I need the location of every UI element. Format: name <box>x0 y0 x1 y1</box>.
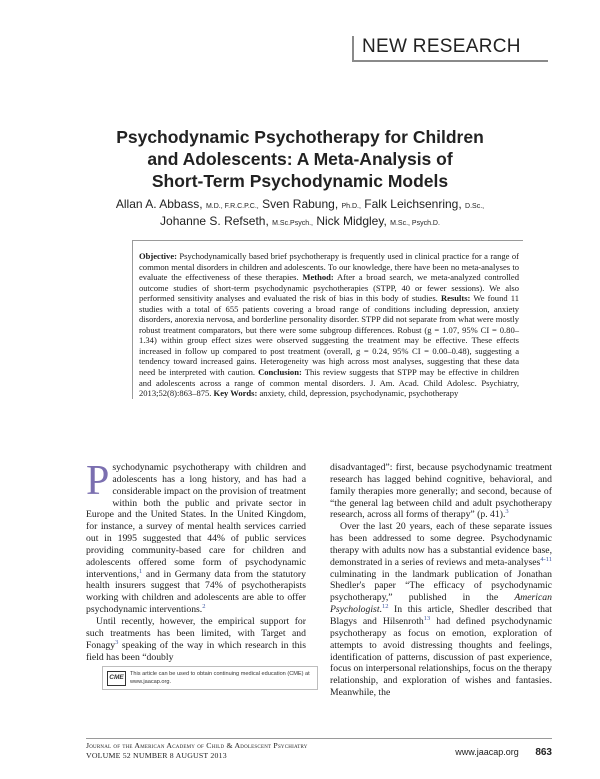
paragraph-text: had defined psychodynamic psychotherapy as focus on emotion, exploration of attempts to avoid distressing thoughts and feelings, identification of patterns, discussion of past experience, focus on interpersonal relationships, focus on the therapy relationship, and exploration of wishes and fantasies. Meanwhile, the <box>330 615 553 699</box>
reference-link[interactable]: 3 <box>115 638 119 646</box>
abstract-objective: Psychodynamically based brief psychotherapy is frequently used in clinical practice for a range of common mental disorders in children and adolescents. To our knowledge, there have been no meta-analyses to evaluate the effectiveness of these therapies. <box>139 251 519 283</box>
body-paragraph <box>330 521 552 699</box>
reference-link[interactable]: 4-11 <box>540 555 552 563</box>
author-credentials: Ph.D., <box>341 203 361 210</box>
abstract-keywords: anxiety, child, depression, psychodynamic, psychotherapy <box>257 388 459 399</box>
author-name: Sven Rabung, <box>262 197 339 211</box>
footer-journal-name: Journal of the American Academy of Child & Adolescent Psychiatry <box>86 741 308 750</box>
abstract-keywords-label: Key Words: <box>213 388 258 399</box>
abstract-method: After a broad search, we meta-analyzed controlled outcome studies of short-term psychodynamic psychotherapies (STPP, 40 or fewer sessions). We also performed sensitivity analyses and evaluated the risk of bias in this body of studies. <box>139 272 519 304</box>
abstract-conclusion-label: Conclusion: <box>258 367 302 378</box>
body-paragraph <box>86 616 306 663</box>
section-header: NEW RESEARCH <box>352 36 548 62</box>
drop-cap: P <box>86 458 110 504</box>
paragraph-text: Until recently, however, the empirical support for such treatments has been limited, with Target and Fonagy <box>86 615 306 651</box>
footer-issue: VOLUME 52 NUMBER 8 AUGUST 2013 <box>86 751 227 760</box>
body-column-left <box>86 458 306 663</box>
paragraph-text: speaking of the way in which research in this field has been “doubly <box>86 639 306 663</box>
journal-name: American Psychologist <box>330 592 552 616</box>
reference-link[interactable]: 1 <box>139 567 143 575</box>
footer-url[interactable]: www.jaacap.org <box>455 747 519 757</box>
body-paragraph <box>86 458 306 616</box>
footer-page-info <box>455 747 552 758</box>
reference-link[interactable]: 12 <box>381 602 389 610</box>
page-number: 863 <box>535 747 552 758</box>
author-line-2 <box>60 214 540 231</box>
abstract-conclusion: This review suggests that STPP may be effective in children and adolescents across a range of common mental disorders. J. Am. Acad. Child Adolesc. Psychiatry, 2013;52(8):863–875. <box>139 367 520 399</box>
title-line-3: Short-Term Psychodynamic Models <box>151 171 449 191</box>
reference-link[interactable]: 13 <box>423 614 431 622</box>
paragraph-text: culminating in the landmark publication of Jonathan Shedler's paper “The efficacy of psychodynamic psychotherapy,” published in the <box>330 568 552 604</box>
paragraph-text: In this article, Shedler described that Blagys and Hilsenroth <box>330 604 552 627</box>
abstract-method-label: Method: <box>302 272 334 283</box>
title-line-2: and Adolescents: A Meta-Analysis of <box>147 149 453 169</box>
author-credentials: D.Sc., <box>465 203 485 210</box>
author-line-1 <box>60 197 540 214</box>
cme-notice <box>102 666 318 690</box>
paragraph-text: and in Germany data from the statutory health insurers suggest that 74% of psychotherapists working with children and adolescents are able to offer psychodynamic interventions. <box>86 568 306 616</box>
abstract-box <box>132 240 523 399</box>
body-paragraph <box>330 462 552 521</box>
author-name: Allan A. Abbass, <box>115 197 203 211</box>
article-title <box>90 126 510 192</box>
cme-text[interactable]: This article can be used to obtain continuing medical education (CME) at www.jaacap.org. <box>130 671 310 685</box>
abstract-objective-label: Objective: <box>139 251 177 261</box>
reference-link[interactable]: 3 <box>505 508 509 516</box>
cme-logo-icon: CME <box>107 671 126 686</box>
paragraph-text: disadvantaged”: first, because psychodynamic treatment research has lagged behind cognitive, behavioral, and family therapies more generally; and second, because of “the general lag between child and adult psychotherapy research, across all forms of therapy” (p. 41). <box>330 462 552 521</box>
paragraph-text: sychodynamic psychotherapy with children and adolescents has a long history, and has had a considerable impact on the provision of treatment within both the public and private sector in Europe and the United States. In the United Kingdom, for instance, a survey of mental health services carried out in 1995 suggested that 44% of public services providing community-based care for children and adolescents offered some form of psychodynamic interventions, <box>86 462 306 580</box>
abstract-results-label: Results: <box>440 293 471 304</box>
reference-link[interactable]: 2 <box>202 602 206 610</box>
author-credentials: M.D., F.R.C.P.C., <box>205 203 259 210</box>
paragraph-text: Over the last 20 years, each of these separate issues has been addressed to some degree. Psychodynamic therapy with adults now has a substantial evidence base, demonstrated in a series of reviews and meta-analyses <box>330 521 552 568</box>
abstract-results: We found 11 studies with a total of 655 patients covering a broad range of conditions including depression, anxiety disorders, anorexia nervosa, and borderline personality disorder. STPP did not separate from what were mostly robust treatment comparators, but there were some subgroup differences. Robust (g = 1.07, 95% CI = 0.80–1.34) within group effect sizes were observed suggesting the treatment may be effective. These effects increased in follow up compared to post treatment (overall, g = 0.24, 95% CI = 0.00–0.48), suggesting a tendency toward increased gains. Heterogeneity was high across most analyses, suggesting that these data need be interpreted with caution. <box>139 293 519 378</box>
footer-divider <box>86 738 552 739</box>
author-name: Johanne S. Refseth, <box>160 214 269 228</box>
author-credentials: M.Sc., Psych.D. <box>390 220 440 227</box>
author-name: Nick Midgley, <box>316 214 387 228</box>
author-list <box>60 197 540 231</box>
author-name: Falk Leichsenring, <box>364 197 462 211</box>
title-line-1: Psychodynamic Psychotherapy for Children <box>116 127 484 147</box>
author-credentials: M.Sc.Psych., <box>272 220 313 227</box>
period: . <box>379 604 382 616</box>
body-column-right <box>330 462 552 699</box>
footer-journal-info <box>86 741 308 761</box>
